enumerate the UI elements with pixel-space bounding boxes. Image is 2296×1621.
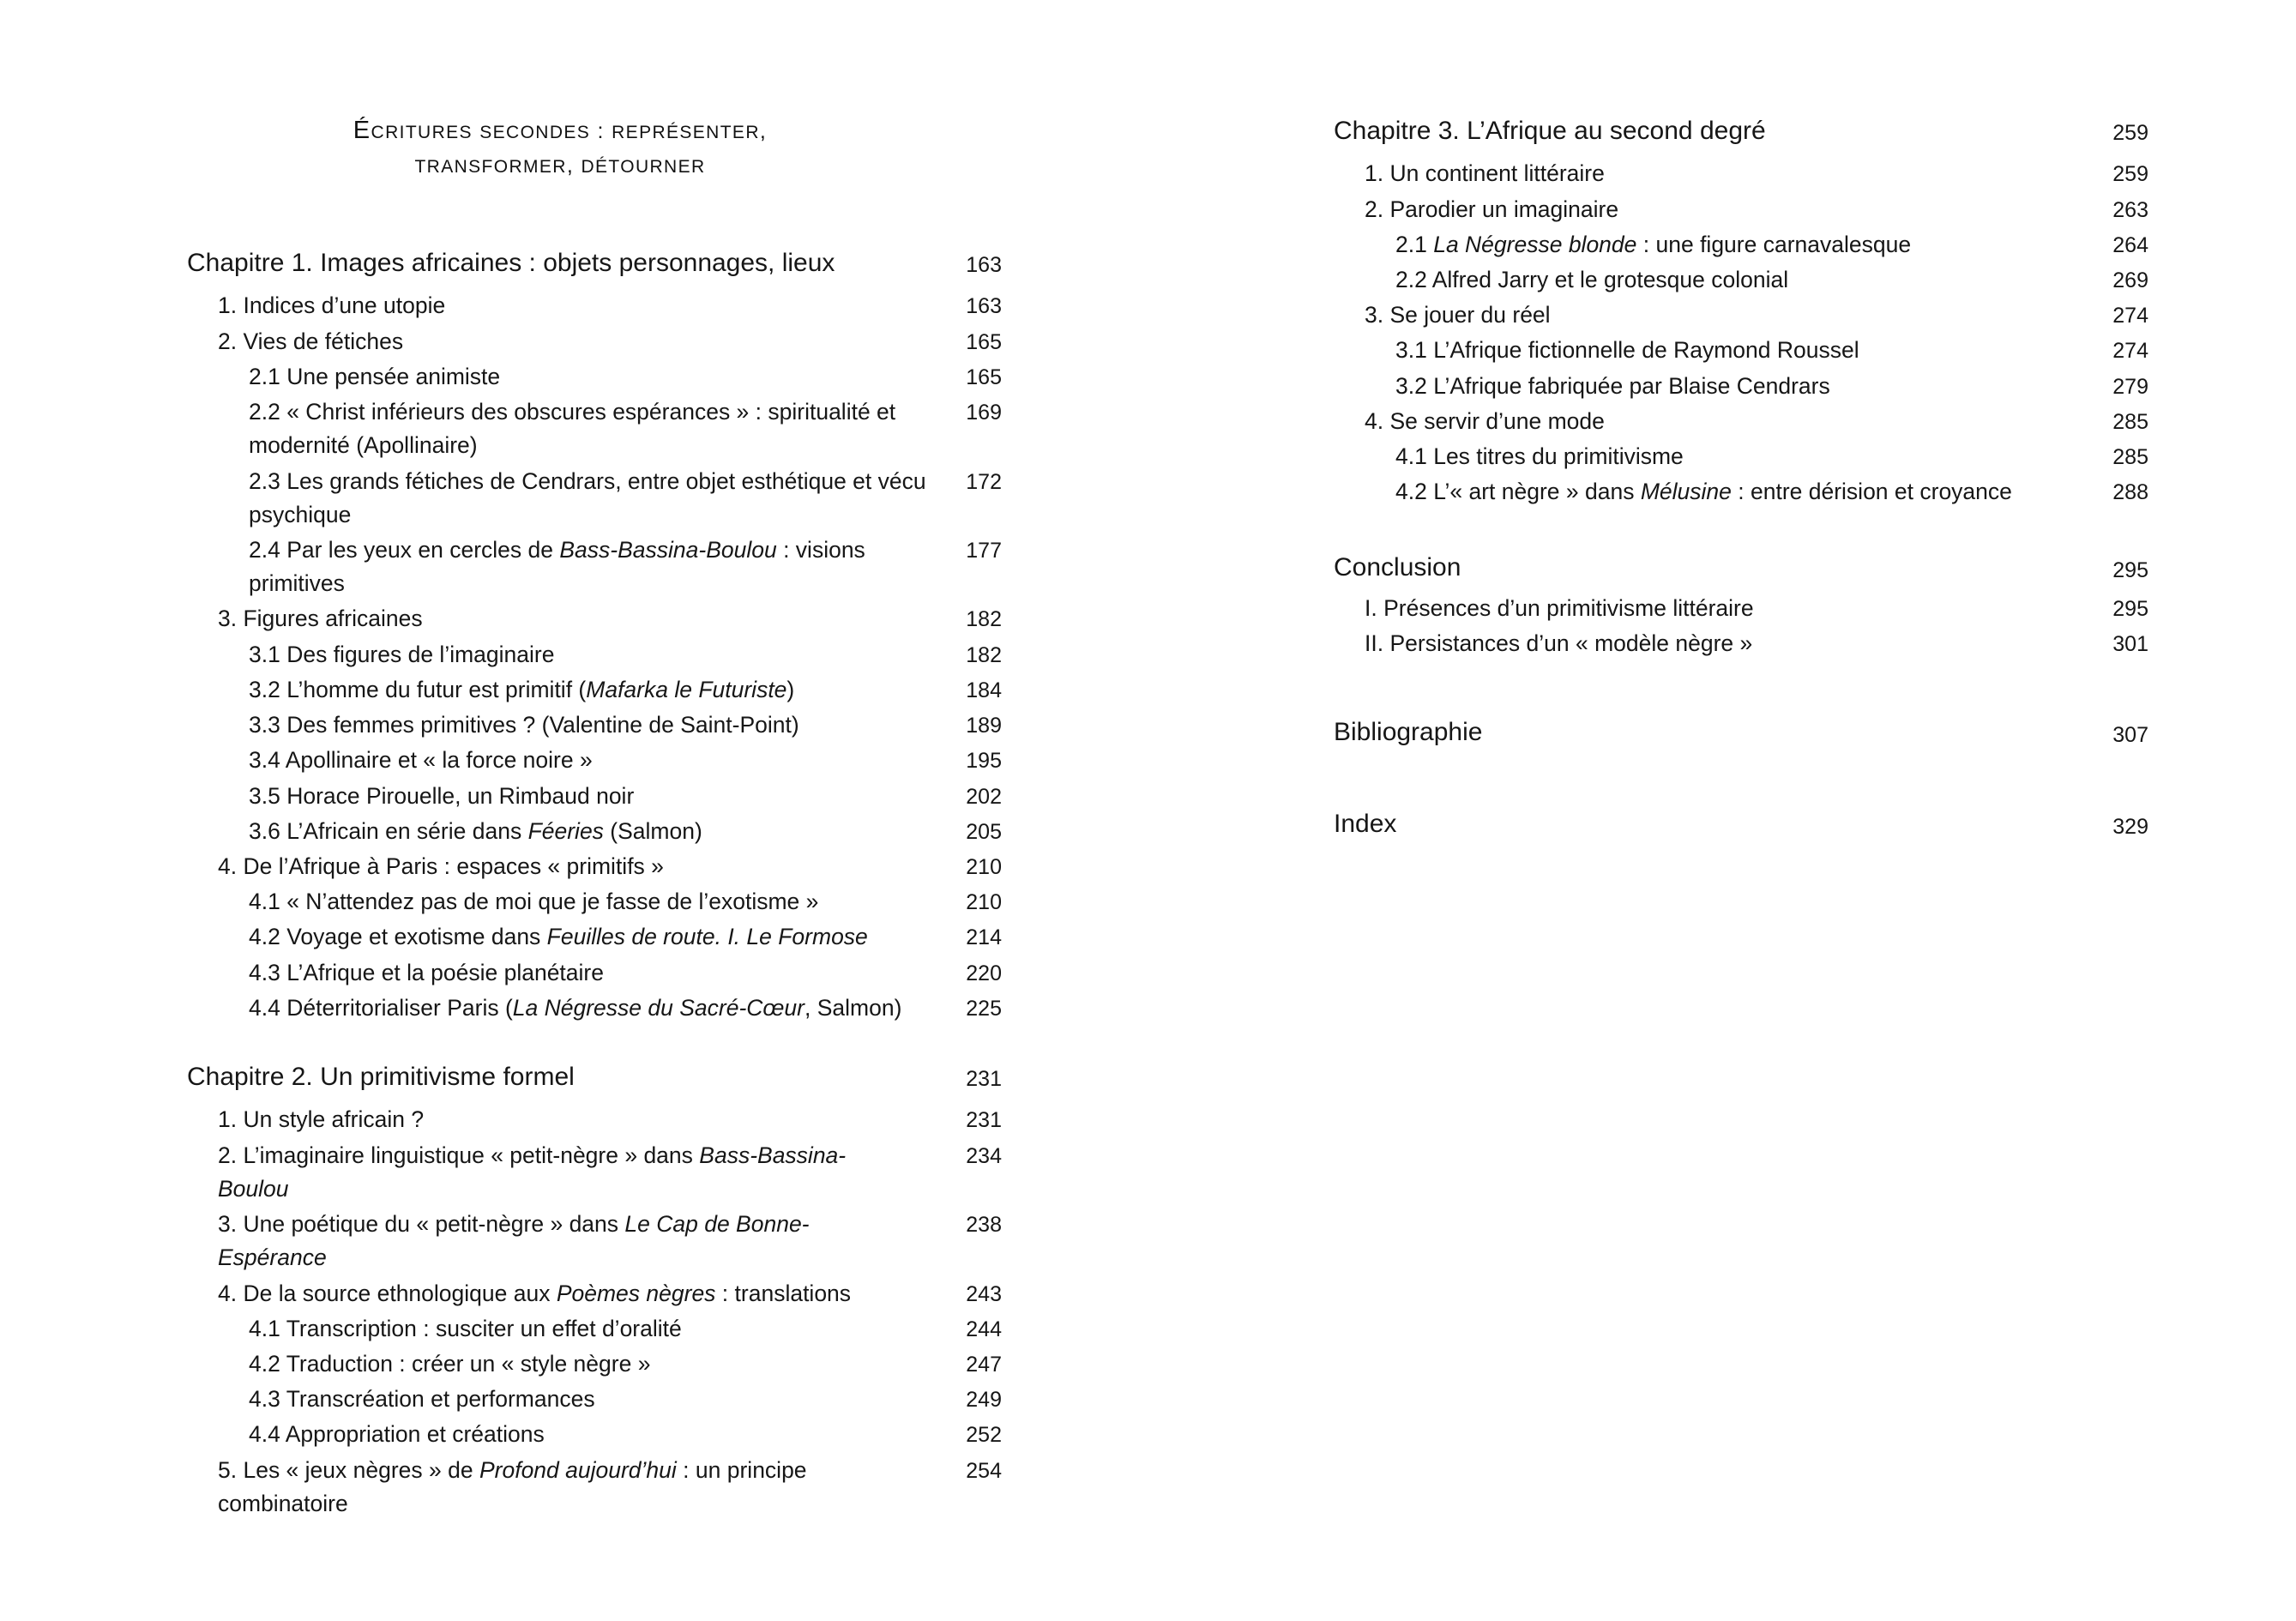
toc-entry-label: 2.3 Les grands fétiches de Cendrars, entre objet esthétique et vécu psychique [249,467,926,527]
toc-entry-page-number: 163 [966,294,1002,319]
toc-entry-label: 4. De la source ethnologique aux Poèmes nègres : translations [218,1280,852,1306]
toc-entry-label: Chapitre 2. Un primitivisme formel [187,1063,575,1092]
toc-entry[interactable] [187,1139,1002,1206]
toc-entry[interactable] [187,885,1002,919]
toc-entry-page-number: 244 [966,1317,1002,1341]
toc-entry[interactable] [187,673,1002,707]
toc-entry-page-number: 285 [2112,409,2148,434]
section-header-line-1: ÉCRITURES SECONDES : REPRÉSENTER, [353,117,768,144]
toc-entry[interactable] [187,244,1002,282]
toc-entry[interactable] [1334,228,2148,262]
toc-entry-label: 2.2 Alfred Jarry et le grotesque colonial [1395,267,1789,293]
toc-entry[interactable] [187,1058,1002,1096]
toc-entry-page-number: 238 [966,1213,1002,1238]
toc-entry-page-number: 220 [966,961,1002,985]
toc-entry-page-number: 234 [966,1143,1002,1168]
toc-entry[interactable] [187,780,1002,813]
toc-entry-page-number: 182 [966,607,1002,632]
toc-entry-page-number: 274 [2112,304,2148,328]
toc-entry-label: I. Présences d’un primitivisme littéraire [1365,594,1754,621]
toc-entry-label: 2. Vies de fétiches [218,328,404,354]
toc-entry-page-number: 195 [966,749,1002,774]
toc-entry-label: 1. Un continent littéraire [1365,160,1605,187]
toc-entry[interactable] [1334,440,2148,473]
toc-entry-page-number: 182 [966,642,1002,667]
toc-entry-page-number: 285 [2112,445,2148,470]
toc-entry-page-number: 189 [966,714,1002,738]
section-header-line-2: TRANSFORMER, DÉTOURNER [414,154,706,178]
toc-entry-label: Chapitre 3. L’Afrique au second degré [1334,117,1766,145]
toc-entry[interactable] [1334,549,2148,587]
toc-entry-label: 2.1 La Négresse blonde : une figure carnavalesque [1395,231,1912,257]
toc-entry-label: 4.4 Déterritorialiser Paris (La Négresse du Sacré-Cœur, Salmon) [249,994,902,1021]
toc-entry-page-number: 247 [966,1352,1002,1377]
toc-entry[interactable] [1334,805,2148,843]
toc-left-column [187,111,1002,1522]
toc-entry-label: 3. Une poétique du « petit-nègre » dans Le Cap de Bonne-Espérance [218,1211,810,1271]
toc-entry-label: 4.2 Voyage et exotisme dans Feuilles de route. I. Le Formose [249,924,868,950]
toc-entry-label: 4. De l’Afrique à Paris : espaces « primitifs » [218,853,664,879]
toc-entry-page-number: 165 [966,365,1002,389]
toc-entry-page-number: 254 [966,1458,1002,1483]
toc-entry-label: Index [1334,809,1397,838]
toc-entry-label: 3. Figures africaines [218,606,423,632]
toc-entry[interactable] [187,920,1002,954]
toc-entry[interactable] [1334,592,2148,625]
toc-entry[interactable] [1334,405,2148,438]
toc-entry-label: 3.2 L’homme du futur est primitif (Mafarka le Futuriste) [249,676,795,702]
toc-right-column [1334,111,2148,848]
toc-entry[interactable] [1334,157,2148,190]
toc-entry[interactable] [1334,714,2148,751]
toc-entry-page-number: 288 [2112,480,2148,505]
toc-entry-page-number: 329 [2112,814,2148,839]
toc-entry[interactable] [1334,334,2148,367]
toc-entry-label: 3. Se jouer du réel [1365,302,1551,328]
toc-entry-page-number: 263 [2112,197,2148,222]
toc-left-entries [187,244,1002,1521]
toc-entry-label: 4.2 Traduction : créer un « style nègre » [249,1350,651,1377]
toc-entry-page-number: 163 [966,253,1002,278]
toc-entry[interactable] [187,850,1002,883]
toc-entry-label: 1. Indices d’une utopie [218,292,446,319]
toc-entry-page-number: 231 [966,1108,1002,1133]
toc-entry[interactable] [187,602,1002,636]
toc-entry-label: 3.6 L’Africain en série dans Féeries (Salmon) [249,817,702,844]
toc-entry-label: 4.3 L’Afrique et la poésie planétaire [249,959,604,985]
toc-entry-label: 2. L’imaginaire linguistique « petit-nègre » dans Bass-Bassina-Boulou [218,1142,847,1202]
toc-entry[interactable] [1334,627,2148,660]
toc-entry-page-number: 252 [966,1423,1002,1448]
toc-entry[interactable] [187,533,1002,600]
toc-entry-page-number: 169 [966,401,1002,425]
toc-entry-page-number: 210 [966,854,1002,879]
toc-entry-label: 1. Un style africain ? [218,1106,425,1133]
toc-entry-label: Bibliographie [1334,718,1483,747]
toc-entry[interactable] [187,956,1002,990]
toc-entry[interactable] [187,1208,1002,1275]
toc-entry[interactable] [187,1383,1002,1416]
toc-entry[interactable] [187,638,1002,672]
toc-entry[interactable] [187,360,1002,394]
toc-entry-page-number: 269 [2112,268,2148,293]
toc-entry-label: 3.5 Horace Pirouelle, un Rimbaud noir [249,782,635,809]
toc-right-entries [1334,111,2148,843]
toc-entry-label: II. Persistances d’un « modèle nègre » [1365,630,1753,657]
toc-entry-label: 2.1 Une pensée animiste [249,363,501,389]
toc-entry-page-number: 214 [966,925,1002,950]
toc-entry[interactable] [187,815,1002,848]
toc-entry[interactable] [1334,475,2148,509]
toc-entry-label: 3.2 L’Afrique fabriquée par Blaise Cendrars [1395,372,1830,399]
toc-entry-page-number: 202 [966,784,1002,809]
toc-entry[interactable] [187,395,1002,462]
toc-entry[interactable] [1334,111,2148,150]
toc-entry[interactable] [1334,370,2148,403]
toc-entry-page-number: 172 [966,469,1002,494]
toc-entry-label: 4.2 L’« art nègre » dans Mélusine : entre dérision et croyance [1395,479,2012,505]
toc-entry-label: 4.1 Transcription : susciter un effet d’oralité [249,1315,682,1341]
toc-entry-page-number: 264 [2112,232,2148,257]
toc-entry-page-number: 243 [966,1281,1002,1306]
toc-entry[interactable] [1334,298,2148,332]
toc-entry-page-number: 225 [966,996,1002,1021]
toc-entry-label: 2.4 Par les yeux en cercles de Bass-Bassina-Boulou : visions primitives [249,537,865,597]
toc-entry[interactable] [187,289,1002,322]
toc-entry-page-number: 210 [966,890,1002,915]
toc-entry-page-number: 259 [2112,121,2148,145]
toc-entry[interactable] [187,1454,1002,1521]
toc-entry-page-number: 295 [2112,596,2148,621]
toc-entry-page-number: 279 [2112,374,2148,399]
toc-entry[interactable] [187,325,1002,359]
toc-entry-page-number: 301 [2112,632,2148,657]
toc-entry-page-number: 259 [2112,162,2148,187]
toc-entry-label: 3.3 Des femmes primitives ? (Valentine de Saint-Point) [249,712,799,738]
section-header [187,111,1002,182]
toc-entry-label: 2.2 « Christ inférieurs des obscures espérances » : spiritualité et modernité (Apollinaire) [249,399,896,459]
toc-entry[interactable] [187,1277,1002,1311]
toc-entry-page-number: 165 [966,329,1002,354]
toc-entry-label: Conclusion [1334,552,1461,582]
toc-entry-label: 4.1 Les titres du primitivisme [1395,443,1684,470]
toc-entry-label: 5. Les « jeux nègres » de Profond aujourd’hui : un principe combinatoire [218,1456,807,1516]
toc-entry-label: 3.1 Des figures de l’imaginaire [249,641,555,667]
toc-entry-page-number: 274 [2112,339,2148,364]
toc-entry[interactable] [187,465,1002,532]
toc-entry-label: 4. Se servir d’une mode [1365,407,1605,434]
toc-entry-label: 4.3 Transcréation et performances [249,1386,595,1413]
toc-entry-label: 2. Parodier un imaginaire [1365,196,1619,222]
toc-entry-page-number: 205 [966,819,1002,844]
toc-entry-page-number: 249 [966,1388,1002,1413]
toc-entry[interactable] [1334,193,2148,226]
toc-entry-page-number: 295 [2112,557,2148,582]
toc-entry[interactable] [187,1418,1002,1451]
toc-entry[interactable] [187,1312,1002,1346]
toc-entry-page-number: 307 [2112,723,2148,748]
toc-entry-label: 4.4 Appropriation et créations [249,1421,545,1448]
toc-entry-label: 3.1 L’Afrique fictionnelle de Raymond Roussel [1395,337,1859,364]
toc-entry-label: Chapitre 1. Images africaines : objets personnages, lieux [187,249,835,278]
toc-entry-page-number: 184 [966,678,1002,702]
toc-entry-page-number: 177 [966,539,1002,563]
toc-entry[interactable] [187,744,1002,777]
toc-entry[interactable] [187,1347,1002,1381]
toc-entry[interactable] [187,1103,1002,1136]
toc-entry[interactable] [187,991,1002,1025]
toc-entry[interactable] [187,708,1002,742]
toc-entry-label: 3.4 Apollinaire et « la force noire » [249,747,593,774]
toc-entry-label: 4.1 « N’attendez pas de moi que je fasse de l’exotisme » [249,889,819,915]
toc-entry-page-number: 231 [966,1067,1002,1092]
toc-entry[interactable] [1334,263,2148,297]
